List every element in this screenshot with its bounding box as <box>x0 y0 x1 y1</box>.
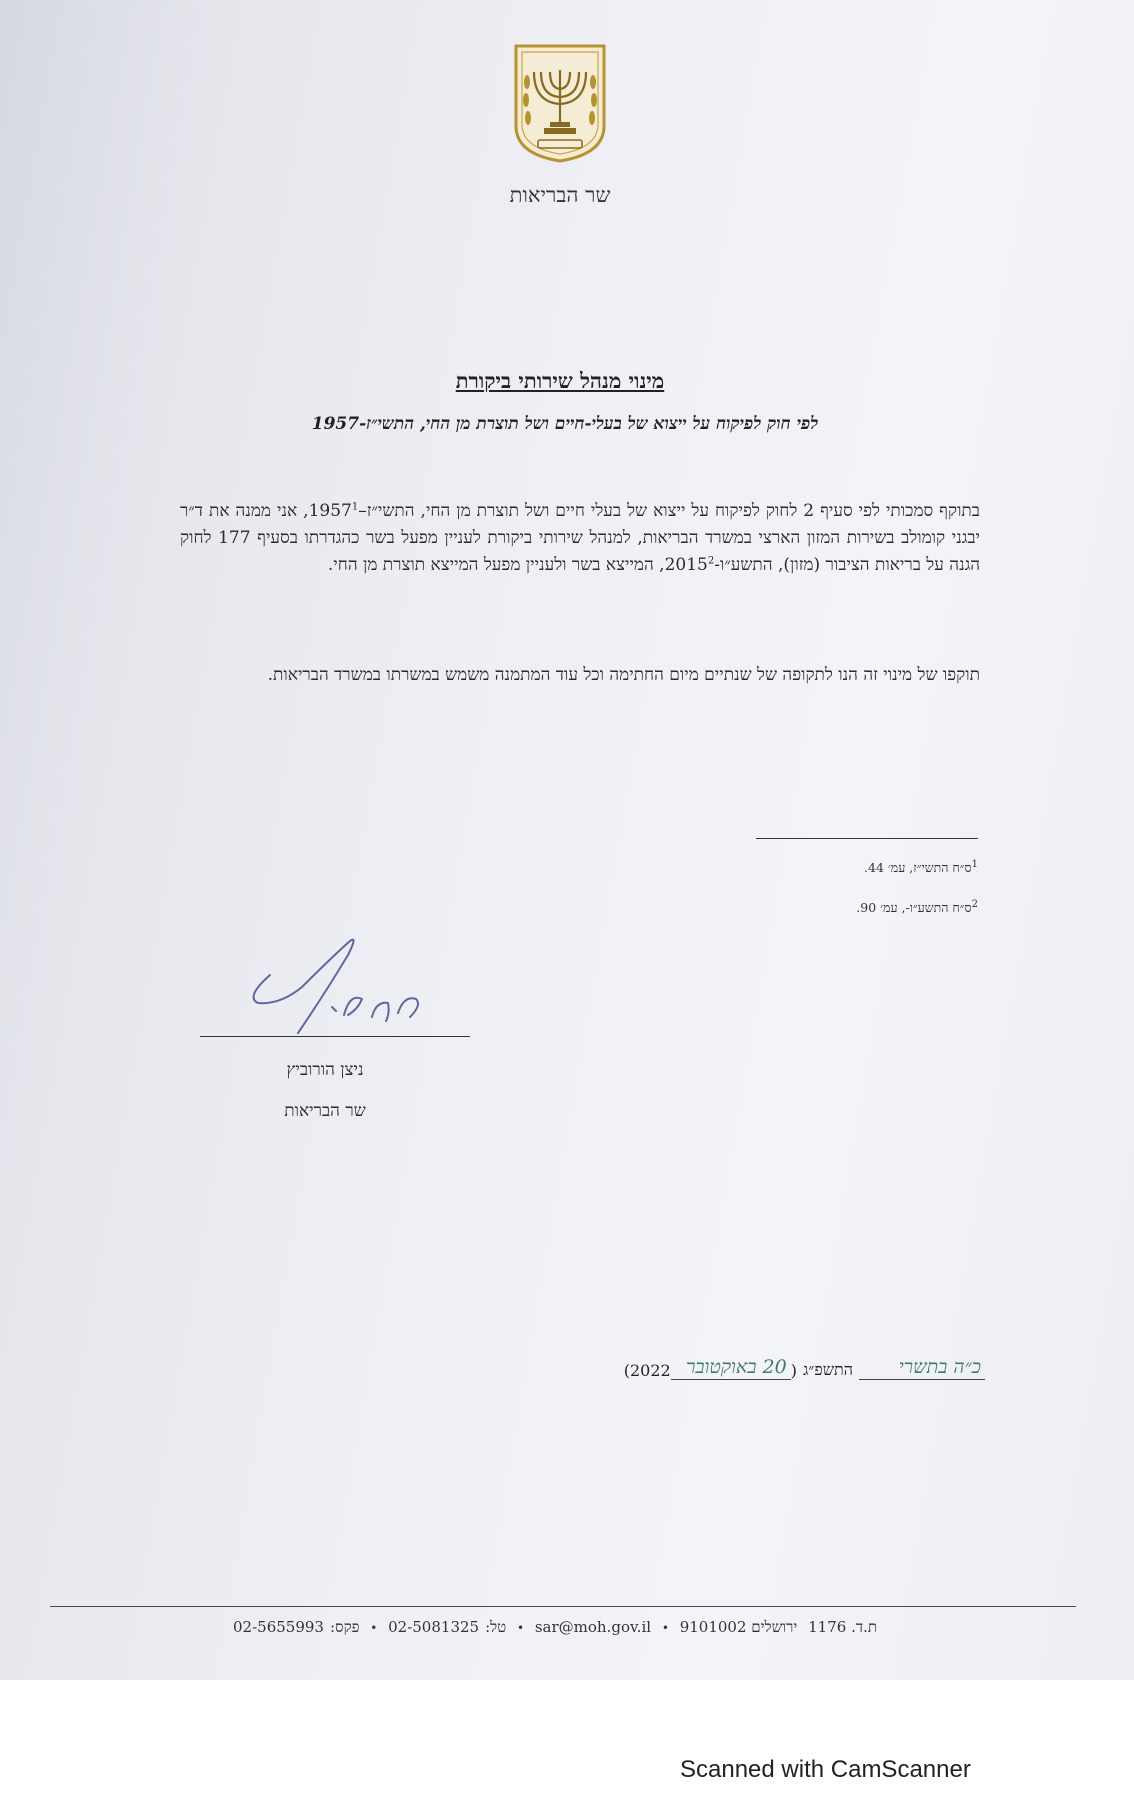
document-title: מינוי מנהל שירותי ביקורת <box>455 368 665 393</box>
close-paren: ) <box>623 1361 630 1380</box>
footnote-ref: 1 <box>351 501 359 513</box>
appointment-paragraph <box>180 498 980 579</box>
date-day-handwritten: כ״ה בתשרי <box>859 1356 985 1380</box>
paragraph-text: , אני ממנה את ד״ר יבגני קומולב בשירות המזון הארצי במשרד הבריאות, למנהל שירותי ביקורת לעניין מפעל בשר כהגדרתו בסעיף 177 לחוק הגנה על בריאות הציבור (מזון), התשע״ו-2015 <box>180 501 980 575</box>
phone: 02-5081325 <box>388 1618 480 1636</box>
document-subtitle: לפי חוק לפיקוח על ייצוא של בעלי-חיים ושל תוצרת מן החי, התשי״ז-1957 <box>311 414 819 434</box>
footnote-number: 2 <box>971 898 978 910</box>
fax: 02-5655993 <box>233 1618 324 1636</box>
signature-line <box>200 1036 470 1037</box>
validity-paragraph: תוקפו של מינוי זה הנו לתקופה של שנתיים מיום החתימה וכל עוד המתמנה משמש במשרתו במשרד הבריאות. <box>267 665 980 685</box>
date-month-handwritten: 20 באוקטובר <box>671 1356 791 1380</box>
separator: • <box>370 1621 378 1635</box>
paragraph-text: , המייצא בשר ולעניין מפעל המייצא תוצרת מן החי. <box>327 555 665 575</box>
handwritten-signature <box>240 935 430 1035</box>
signer-title: שר הבריאות <box>284 1101 366 1121</box>
office-title: שר הבריאות <box>509 183 611 207</box>
separator: • <box>517 1621 525 1635</box>
footer-contact <box>200 1618 910 1642</box>
paragraph-text: בתוקף סמכותי לפי סעיף 2 לחוק לפיקוח על ייצוא של בעלי חיים ושל תוצרת מן החי, התשי״ז–1957 <box>308 501 980 521</box>
footer-divider <box>50 1606 1076 1607</box>
footnote-ref: 2 <box>707 555 715 567</box>
footnote <box>678 900 978 916</box>
open-paren: ( <box>790 1361 797 1380</box>
footnote-number: 1 <box>971 858 978 870</box>
phone-label: טל: <box>485 1618 507 1636</box>
fax-label: פקס: <box>329 1618 360 1636</box>
footnote-text: ס״ח התשע״ו-, עמ׳ 90. <box>856 900 972 915</box>
footnote-text: ס״ח התשי״ז, עמ׳ 44. <box>864 860 972 875</box>
po-box: ת.ד. 1176 <box>808 1618 877 1636</box>
separator: • <box>661 1621 669 1635</box>
hebrew-year: התשפ״ג <box>802 1360 853 1379</box>
gregorian-year: 2022 <box>630 1361 671 1380</box>
signer-name: ניצן הורוביץ <box>286 1060 364 1080</box>
email: sar@moh.gov.il <box>534 1618 652 1636</box>
footnote-divider <box>756 838 978 839</box>
scanner-watermark: Scanned with CamScanner <box>680 1756 971 1783</box>
city-zip: ירושלים 9101002 <box>679 1618 798 1636</box>
state-of-israel-emblem-icon <box>510 42 610 164</box>
footnote <box>678 860 978 876</box>
date-line <box>575 1356 985 1386</box>
